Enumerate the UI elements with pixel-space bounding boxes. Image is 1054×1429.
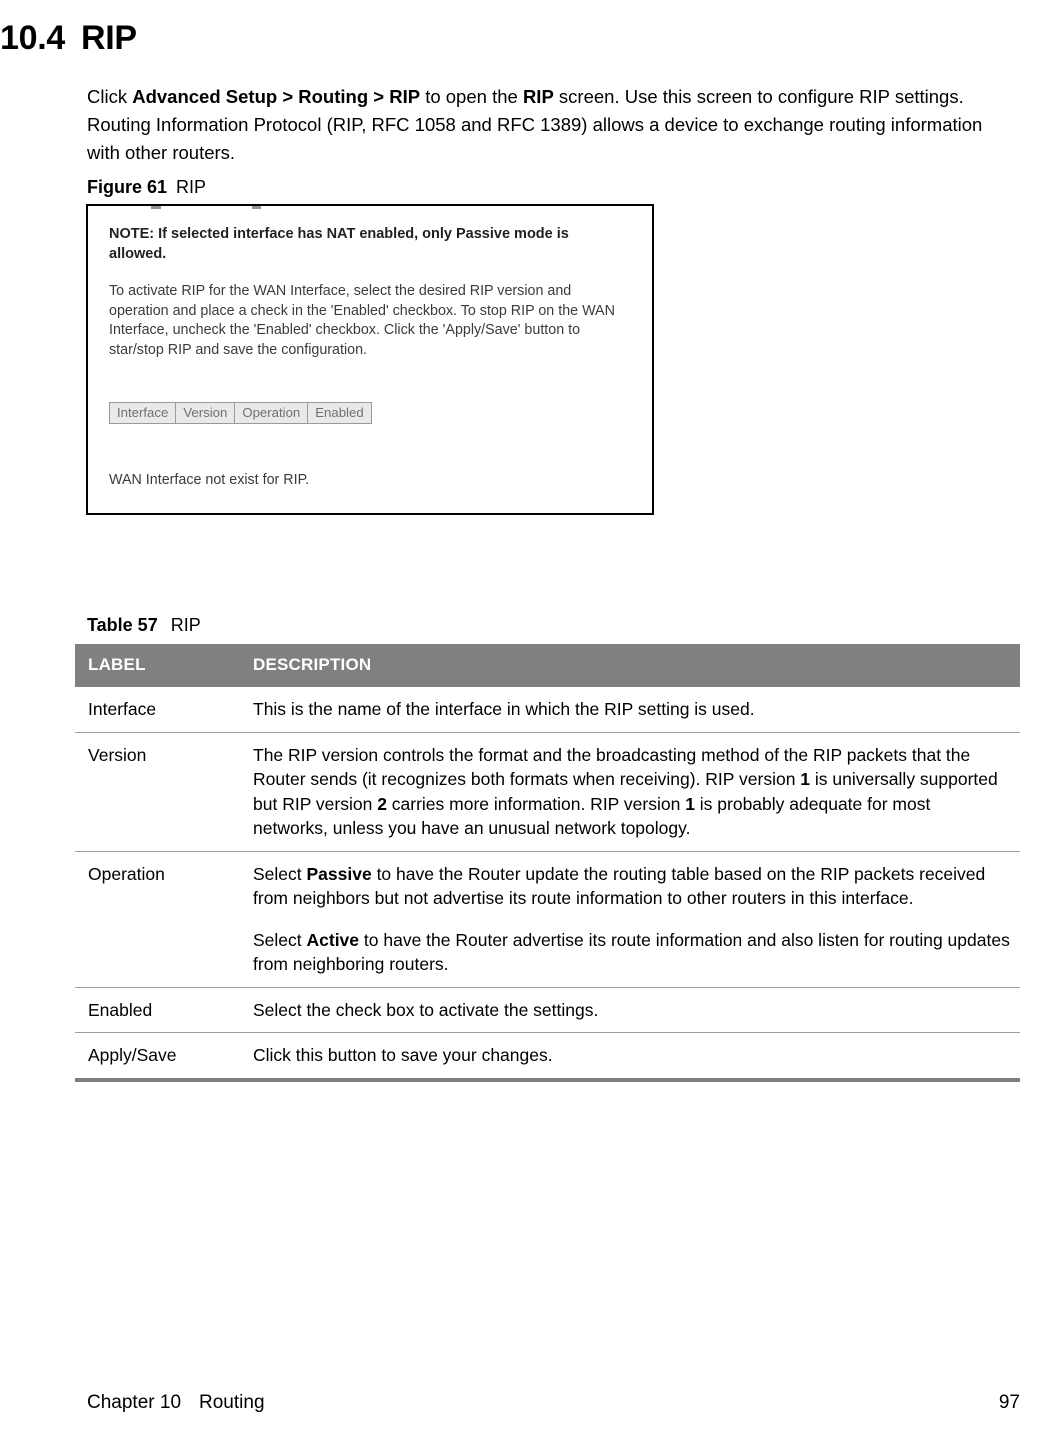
emphasis-text: 1	[800, 769, 811, 789]
figure-col-version: Version	[176, 403, 235, 424]
body-text: The RIP version controls the format and the broadcasting method of the RIP packets that the Router sends (it recognizes both formats when receiving). RIP version	[253, 744, 971, 789]
figure-caption	[87, 177, 206, 198]
emphasis-text: 1	[685, 793, 695, 814]
body-text: Select	[253, 863, 307, 884]
section-title: RIP	[80, 18, 137, 57]
cell-description	[240, 987, 1020, 1033]
page-footer	[87, 1392, 1020, 1418]
emphasis-text: 2	[377, 793, 387, 814]
figure-rip-table	[109, 402, 372, 424]
figure-instructions-text: To activate RIP for the WAN Interface, select the desired RIP version and operation and place a check in the 'Enabled' checkbox. To stop RIP on the WAN Interface, uncheck the 'Enabled' checkbox. Click the 'Apply/Save' button to star/stop RIP and save the configuration.	[109, 283, 615, 358]
footer-chapter-number: Chapter 10	[87, 1392, 182, 1413]
cell-label: Operation	[75, 851, 240, 987]
emphasis-text: Passive	[306, 863, 372, 884]
figure-caption-label: Figure 61	[87, 177, 168, 197]
body-text: carries more information. RIP version	[386, 793, 686, 814]
table-body	[75, 687, 1020, 1080]
cell-description	[240, 687, 1020, 732]
column-header-description: DESCRIPTION	[240, 644, 1020, 687]
description-paragraph	[253, 743, 1010, 841]
description-paragraph	[253, 928, 1010, 977]
body-text: Select	[253, 929, 307, 950]
table-row	[75, 1033, 1020, 1080]
cell-label: Interface	[88, 699, 157, 719]
cell-label: Enabled	[75, 987, 240, 1033]
footer-page-number: 97	[998, 1392, 1020, 1413]
table-row	[110, 403, 372, 424]
intro-text-1: Click	[87, 85, 133, 107]
figure-col-enabled: Enabled	[308, 403, 371, 424]
figure-col-interface: Interface	[110, 403, 176, 424]
figure-rip-screenshot	[86, 204, 654, 515]
table-row	[75, 987, 1020, 1033]
cell-description	[240, 851, 1020, 987]
figure-col-operation: Operation	[235, 403, 308, 424]
footer-chapter	[87, 1392, 265, 1414]
body-text: This is the name of the interface in which the RIP setting is used.	[253, 699, 755, 719]
table-header-row	[75, 644, 1020, 687]
cell-description	[240, 732, 1020, 851]
cell-description	[240, 1033, 1020, 1080]
table-caption	[87, 615, 201, 636]
intro-bold-nav-path: Advanced Setup > Routing > RIP	[132, 85, 421, 107]
cell-label: Apply/Save	[75, 1033, 240, 1080]
footer-chapter-name: Routing	[199, 1392, 265, 1413]
section-number: 10.4	[0, 18, 65, 57]
cell-label: Version	[75, 732, 240, 851]
body-text: Click this button to save your changes.	[253, 1045, 553, 1065]
figure-footnote-text: WAN Interface not exist for RIP.	[109, 472, 310, 488]
table-row	[75, 732, 1020, 851]
emphasis-text: Active	[306, 929, 360, 950]
clipped-header-artifact	[88, 206, 652, 212]
intro-bold-rip: RIP	[522, 85, 554, 107]
description-paragraph	[253, 862, 1010, 911]
body-text: to have the Router advertise its route information and also listen for routing updates from neighboring routers.	[253, 929, 1010, 974]
intro-text-2: to open the	[420, 85, 523, 107]
body-text: to have the Router update the routing table based on the RIP packets received from neighbors but not advertise its route information to other routers in this interface.	[253, 863, 986, 908]
table-row	[75, 851, 1020, 987]
table-caption-text: RIP	[170, 615, 201, 635]
body-text: is probably adequate for most networks, unless you have an unusual network topology.	[253, 793, 931, 838]
figure-caption-text: RIP	[176, 177, 207, 197]
column-header-label: LABEL	[75, 644, 240, 687]
body-text: Select the check box to activate the settings.	[253, 999, 599, 1020]
intro-paragraph	[87, 83, 1017, 167]
rip-description-table	[75, 644, 1020, 1082]
description-paragraph	[253, 998, 1010, 1023]
description-paragraph	[253, 1043, 1010, 1068]
figure-note-text: NOTE: If selected interface has NAT enabled, only Passive mode is allowed.	[109, 226, 569, 262]
table-caption-label: Table 57	[87, 615, 158, 635]
table-row	[75, 687, 1020, 732]
body-text: is universally supported but RIP version	[253, 769, 998, 814]
intro-text-3: screen. Use this screen to configure RIP settings. Routing Information Protocol (RIP, RFC 1058 and RFC 1389) allows a device to exchange routing information with other routers.	[87, 85, 983, 163]
description-paragraph	[253, 697, 1010, 722]
page-title	[0, 19, 137, 58]
